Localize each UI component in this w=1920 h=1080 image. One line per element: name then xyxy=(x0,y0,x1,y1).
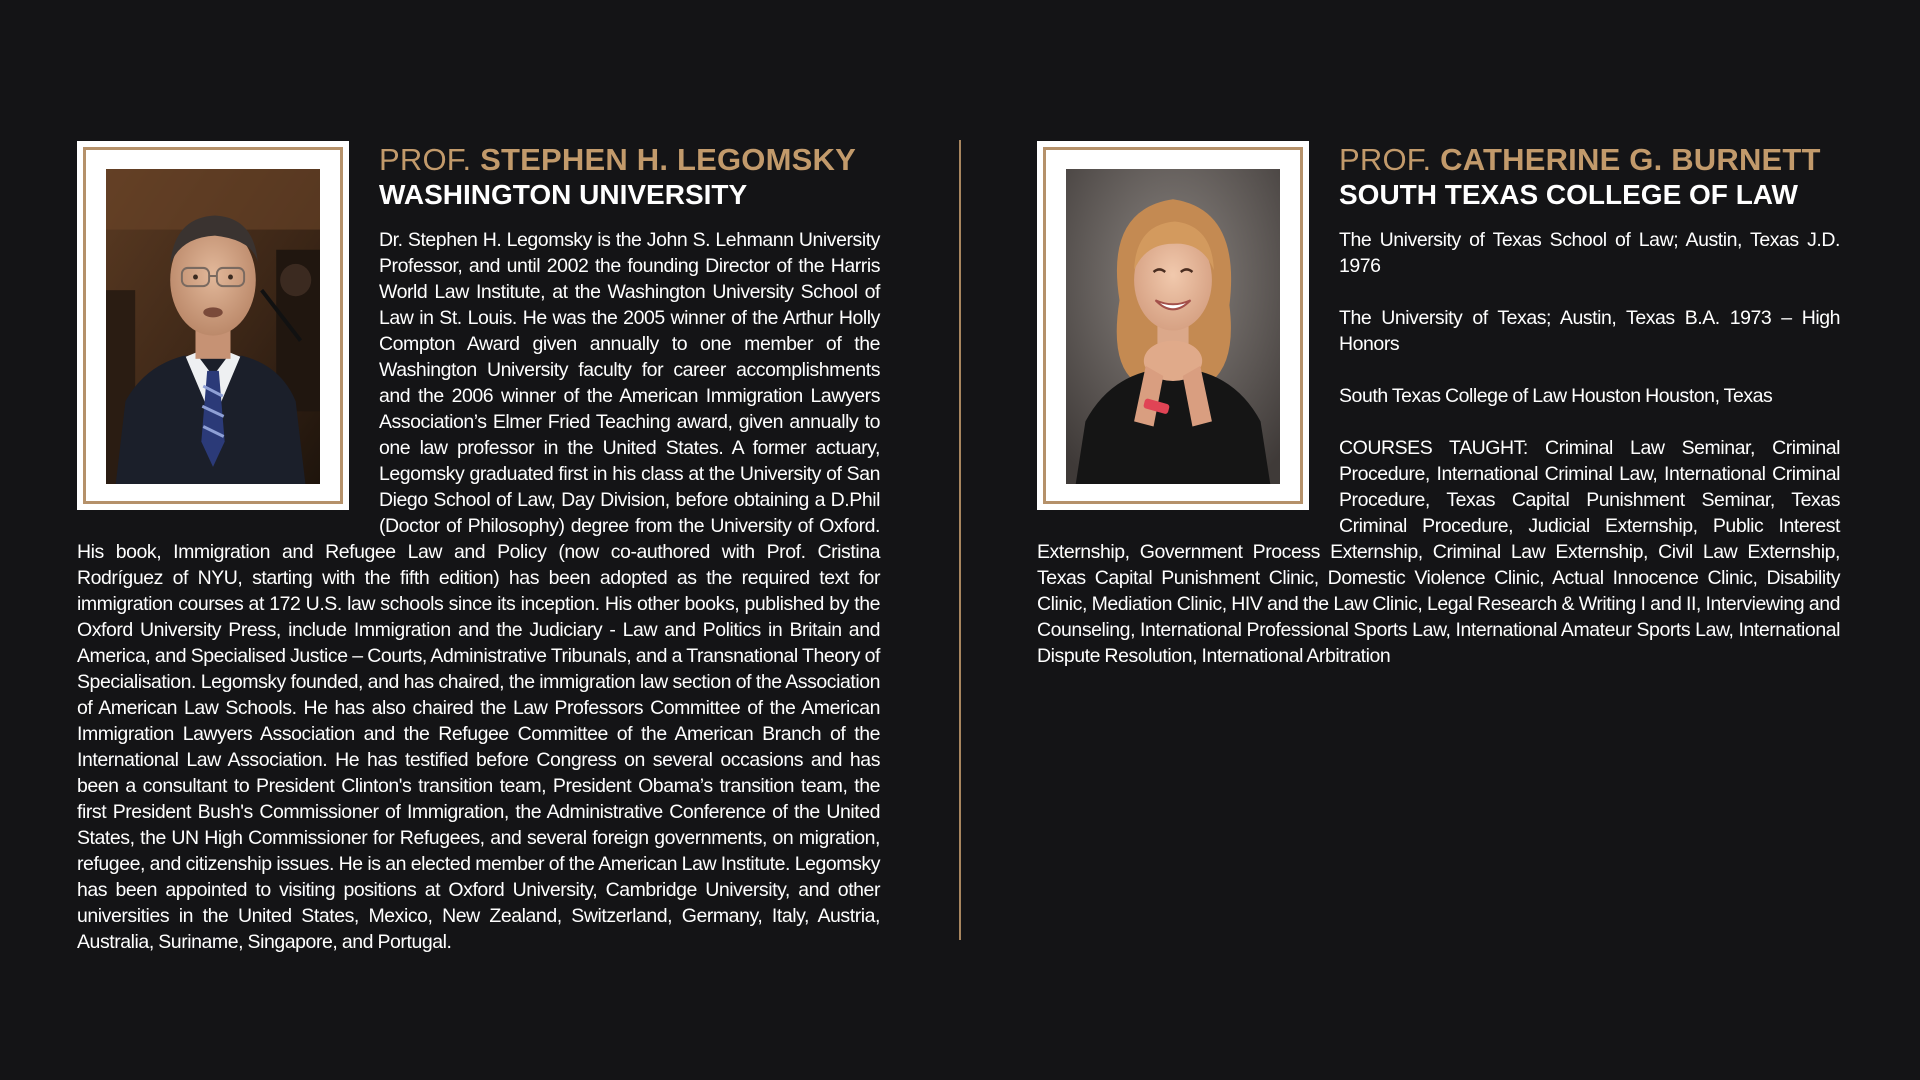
education-entry: The University of Texas; Austin, Texas B.A. 1973 – High Honors xyxy=(1339,307,1840,355)
courses-taught: COURSES TAUGHT: Criminal Law Seminar, Criminal Procedure, International Criminal Law, International Criminal Procedure, Texas Capital Punishment Seminar, Texas Criminal Procedure, Judicial Externship, Public Interest Externship, Government Process Externship, Criminal Law Externship, Civil Law Externship, Texas Capital Punishment Clinic, Domestic Violence Clinic, Actual Innocence Clinic, Disability Clinic, Mediation Clinic, HIV and the Law Clinic, Legal Research & Writing I and II, Interviewing and Counseling, International Professional Sports Law, International Amateur Sports Law, International Dispute Resolution, International Arbitration xyxy=(1037,437,1840,667)
professor-name: STEPHEN H. LEGOMSKY xyxy=(480,142,856,177)
portrait-photo-legomsky xyxy=(106,169,320,484)
school-name: SOUTH TEXAS COLLEGE OF LAW xyxy=(1339,179,1798,210)
education-entry: South Texas College of Law Houston Houston, Texas xyxy=(1339,385,1773,407)
title-prefix: PROF. xyxy=(379,142,481,177)
profile-legomsky xyxy=(77,141,880,955)
biography-text: Dr. Stephen H. Legomsky is the John S. Lehmann University Professor, and until 2002 the founding Director of the Harris World Law Institute, at the Washington University School of Law in St. Louis. He was the 2005 winner of the Arthur Holly Compton Award given annually to one member of the Washington University faculty for career accomplishments and the 2006 winner of the American Immigration Lawyers Association’s Elmer Fried Teaching award, given annually to one law professor in the United States. A former actuary, Legomsky graduated first in his class at the University of San Diego School of Law, Day Division, before obtaining a D.Phil (Doctor of Philosophy) degree from the University of Oxford. His book, Immigration and Refugee Law and Policy (now co-authored with Prof. Cristina Rodríguez of NYU, starting with the fifth edition) has been adopted as the required text for immigration courses at 172 U.S. law schools since its inception. His other books, published by the Oxford University Press, include Immigration and the Judiciary - Law and Politics in Britain and America, and Specialised Justice – Courts, Administrative Tribunals, and a Transnational Theory of Specialisation. Legomsky founded, and has chaired, the immigration law section of the Association of American Law Schools. He has also chaired the Law Professors Committee of the American Immigration Lawyers Association and the Refugee Committee of the American Branch of the International Law Association. He has testified before Congress on several occasions and has been a consultant to President Clinton's transition team, President Obama’s transition team, the first President Bush's Commissioner of Immigration, the Administrative Conference of the United States, the UN High Commissioner for Refugees, and several foreign governments, on migration, refugee, and citizenship issues. He is an elected member of the American Law Institute. Legomsky has been appointed to visiting positions at Oxford University, Cambridge University, and other universities in the United States, Mexico, New Zealand, Switzerland, Germany, Italy, Austria, Australia, Suriname, Singapore, and Portugal. xyxy=(77,229,880,953)
title-prefix: PROF. xyxy=(1339,142,1441,177)
portrait-photo-burnett xyxy=(1066,169,1280,484)
portrait-frame xyxy=(77,141,349,510)
column-divider xyxy=(959,140,961,940)
education-entry: The University of Texas School of Law; Austin, Texas J.D. 1976 xyxy=(1339,229,1840,277)
professor-name: CATHERINE G. BURNETT xyxy=(1440,142,1821,177)
portrait-frame xyxy=(1037,141,1309,510)
profile-burnett xyxy=(1037,141,1840,669)
school-name: WASHINGTON UNIVERSITY xyxy=(379,179,748,210)
portrait-border xyxy=(83,147,343,504)
portrait-border xyxy=(1043,147,1303,504)
